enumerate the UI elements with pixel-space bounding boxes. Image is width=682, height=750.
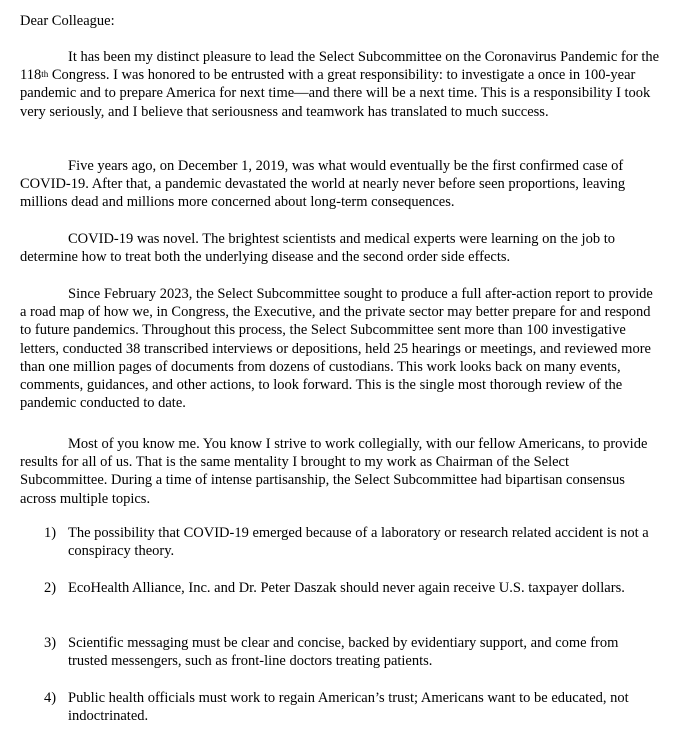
list-item-number: 3): [44, 635, 57, 651]
paragraph-4: Since February 2023, the Select Subcommittee sought to produce a full after-action report to provide a road map of how we, in Congress, the Executive, and the private sector may better prepare for and respond to future pandemics. Throughout this process, the Select Subcommittee sent more than 100 investigative letters, conducted 38 transcribed interviews or depositions, held 25 hearings or meetings, and reviewed more than one million pages of documents from dozens of custodians. This work looks back on many events, comments, guidances, and other actions, to look forward. This is the single most thorough review of the pandemic conducted to date.: [20, 286, 653, 412]
list-item-number: 4): [44, 690, 57, 706]
paragraph-2: Five years ago, on December 1, 2019, was what would eventually be the first confirmed case of COVID-19. After that, a pandemic devastated the world at nearly never before seen proportions, leaving millions dead and millions more concerned about long-term consequences.: [20, 158, 626, 211]
salutation: Dear Colleague:: [20, 13, 115, 29]
ordinal-superscript: th: [41, 69, 49, 80]
list-item-text: Scientific messaging must be clear and concise, backed by evidentiary support, and come from trusted messengers, such as front-line doctors treating patients.: [68, 635, 619, 670]
paragraph-5: Most of you know me. You know I strive to work collegially, with our fellow Americans, to provide results for all of us. That is the same mentality I brought to my work as Chairman of the Select Subcommittee. During a time of intense partisanship, the Select Subcommittee had bipartisan consensus across multiple topics.: [20, 436, 648, 507]
list-item-number: 1): [44, 525, 57, 541]
list-item-text: Public health officials must work to regain American’s trust; Americans want to be educated, not indoctrinated.: [68, 690, 629, 725]
list-item-text: The possibility that COVID-19 emerged because of a laboratory or research related accident is not a conspiracy theory.: [68, 525, 649, 560]
list-item-text: EcoHealth Alliance, Inc. and Dr. Peter Daszak should never again receive U.S. taxpayer dollars.: [68, 580, 625, 596]
paragraph-1-text-end: Congress. I was honored to be entrusted with a great responsibility: to investigate a once in 100-year pandemic and to prepare America for next time—and there will be a next time. This is a responsibility I took very seriously, and I believe that seriousness and teamwork has translated to much success.: [20, 67, 651, 120]
paragraph-1-text-start: It has been my distinct pleasure to lead the Select Subcommittee on the Coronavirus Pandemic for the 118: [20, 49, 660, 84]
paragraph-1: [20, 48, 660, 121]
paragraph-3: COVID-19 was novel. The brightest scientists and medical experts were learning on the job to determine how to treat both the underlying disease and the second order side effects.: [20, 231, 615, 266]
list-item-number: 2): [44, 580, 57, 596]
